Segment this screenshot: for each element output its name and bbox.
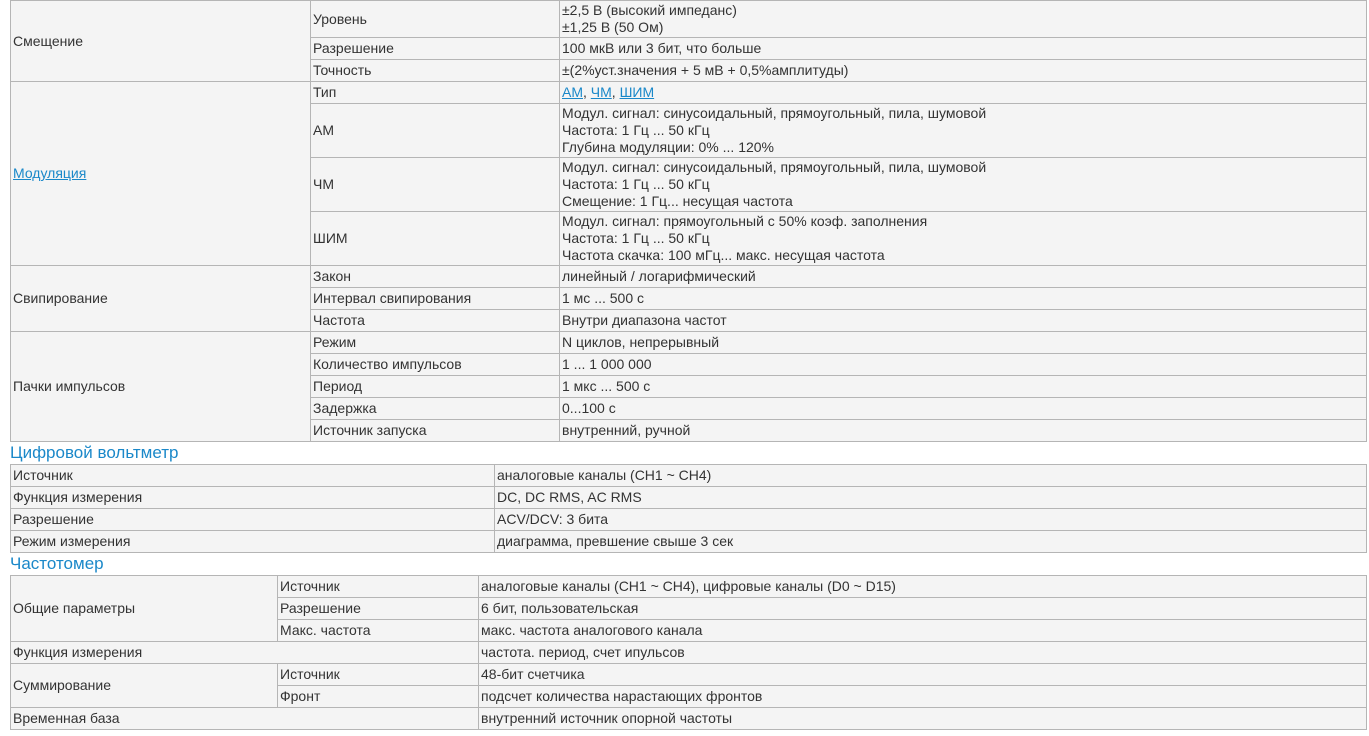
modulation-type-value [560, 82, 1367, 104]
table-row [11, 509, 1367, 531]
fm-value [560, 158, 1367, 212]
pwm-label: ШИМ [311, 212, 560, 266]
am-value-line: Частота: 1 Гц ... 50 кГц [562, 122, 710, 138]
burst-param-label: Период [311, 376, 560, 398]
voltmeter-param-value: DC, DC RMS, AC RMS [495, 487, 1367, 509]
counter-function-value: частота. период, счет ипульсов [479, 642, 1367, 664]
counter-spec-table [10, 575, 1367, 730]
accuracy-value: ±(2%уст.значения + 5 мВ + 0,5%амплитуды) [560, 60, 1367, 82]
table-row [11, 576, 1367, 598]
fm-label: ЧМ [311, 158, 560, 212]
table-row [11, 1, 1367, 38]
totalize-label: Суммирование [11, 664, 278, 708]
fm-value-line: Смещение: 1 Гц... несущая частота [562, 193, 793, 209]
burst-param-value: 1 ... 1 000 000 [560, 354, 1367, 376]
voltmeter-param-label: Разрешение [11, 509, 495, 531]
burst-param-value: внутренний, ручной [560, 420, 1367, 442]
voltmeter-param-label: Режим измерения [11, 531, 495, 553]
counter-param-label: Макс. частота [278, 620, 479, 642]
burst-param-label: Количество импульсов [311, 354, 560, 376]
voltmeter-param-value: аналоговые каналы (CH1 ~ CH4) [495, 465, 1367, 487]
totalize-param-label: Источник [278, 664, 479, 686]
table-row [11, 332, 1367, 354]
burst-param-value: 0...100 с [560, 398, 1367, 420]
counter-function-label: Функция измерения [11, 642, 479, 664]
voltmeter-heading: Цифровой вольтметр [10, 443, 179, 462]
counter-param-label: Разрешение [278, 598, 479, 620]
burst-param-label: Режим [311, 332, 560, 354]
totalize-param-label: Фронт [278, 686, 479, 708]
sweep-label: Свипирование [11, 266, 311, 332]
voltmeter-param-label: Функция измерения [11, 487, 495, 509]
generator-spec-table [10, 0, 1367, 442]
fm-value-line: Частота: 1 Гц ... 50 кГц [562, 176, 710, 192]
pwm-link[interactable]: ШИМ [619, 84, 655, 100]
fm-link[interactable]: ЧМ [590, 84, 612, 100]
counter-param-value: макс. частота аналогового канала [479, 620, 1367, 642]
voltmeter-param-value: диаграмма, превшение свыше 3 сек [495, 531, 1367, 553]
pwm-value-line: Частота скачка: 100 мГц... макс. несущая частота [562, 247, 885, 263]
fm-value-line: Модул. сигнал: синусоидальный, прямоугольный, пила, шумовой [562, 159, 987, 175]
counter-heading: Частотомер [10, 554, 104, 573]
voltmeter-spec-table [10, 464, 1367, 553]
totalize-param-value: подсчет количества нарастающих фронтов [479, 686, 1367, 708]
sweep-param-label: Закон [311, 266, 560, 288]
modulation-type-label: Тип [311, 82, 560, 104]
timebase-label: Временная база [11, 708, 479, 730]
link-separator: , [583, 84, 591, 100]
table-row [11, 465, 1367, 487]
counter-param-value: 6 бит, пользовательская [479, 598, 1367, 620]
am-label: АМ [311, 104, 560, 158]
burst-param-value: 1 мкс ... 500 с [560, 376, 1367, 398]
counter-param-value: аналоговые каналы (CH1 ~ CH4), цифровые каналы (D0 ~ D15) [479, 576, 1367, 598]
table-row [11, 266, 1367, 288]
sweep-param-value: линейный / логарифмический [560, 266, 1367, 288]
level-value-line: ±2,5 В (высокий импеданс) [562, 2, 737, 18]
pwm-value-line: Частота: 1 Гц ... 50 кГц [562, 230, 710, 246]
resolution-value: 100 мкВ или 3 бит, что больше [560, 38, 1367, 60]
table-row [11, 82, 1367, 104]
modulation-cell [11, 82, 311, 266]
burst-param-label: Задержка [311, 398, 560, 420]
spec-content [10, 0, 1366, 730]
burst-param-value: N циклов, непрерывный [560, 332, 1367, 354]
counter-param-label: Источник [278, 576, 479, 598]
pwm-value-line: Модул. сигнал: прямоугольный с 50% коэф. заполнения [562, 213, 928, 229]
table-row [11, 487, 1367, 509]
voltmeter-param-value: ACV/DCV: 3 бита [495, 509, 1367, 531]
counter-general-label: Общие параметры [11, 576, 278, 642]
table-row [11, 708, 1367, 730]
am-value [560, 104, 1367, 158]
sweep-param-label: Интервал свипирования [311, 288, 560, 310]
am-value-line: Глубина модуляции: 0% ... 120% [562, 139, 775, 155]
level-value [560, 1, 1367, 38]
am-value-line: Модул. сигнал: синусоидальный, прямоугольный, пила, шумовой [562, 105, 987, 121]
table-row [11, 642, 1367, 664]
voltmeter-param-label: Источник [11, 465, 495, 487]
link-separator: , [611, 84, 620, 100]
timebase-value: внутренний источник опорной частоты [479, 708, 1367, 730]
sweep-param-value: 1 мс ... 500 с [560, 288, 1367, 310]
sweep-param-value: Внутри диапазона частот [560, 310, 1367, 332]
modulation-link[interactable]: Модуляция [13, 165, 87, 181]
table-row [11, 531, 1367, 553]
table-row [11, 664, 1367, 686]
am-link[interactable]: АМ [562, 84, 583, 100]
pwm-value [560, 212, 1367, 266]
totalize-param-value: 48-бит счетчика [479, 664, 1367, 686]
burst-param-label: Источник запуска [311, 420, 560, 442]
level-value-line: ±1,25 В (50 Ом) [562, 19, 664, 35]
level-label: Уровень [311, 1, 560, 38]
resolution-label: Разрешение [311, 38, 560, 60]
offset-label: Смещение [11, 1, 311, 82]
sweep-param-label: Частота [311, 310, 560, 332]
burst-label: Пачки импульсов [11, 332, 311, 442]
accuracy-label: Точность [311, 60, 560, 82]
